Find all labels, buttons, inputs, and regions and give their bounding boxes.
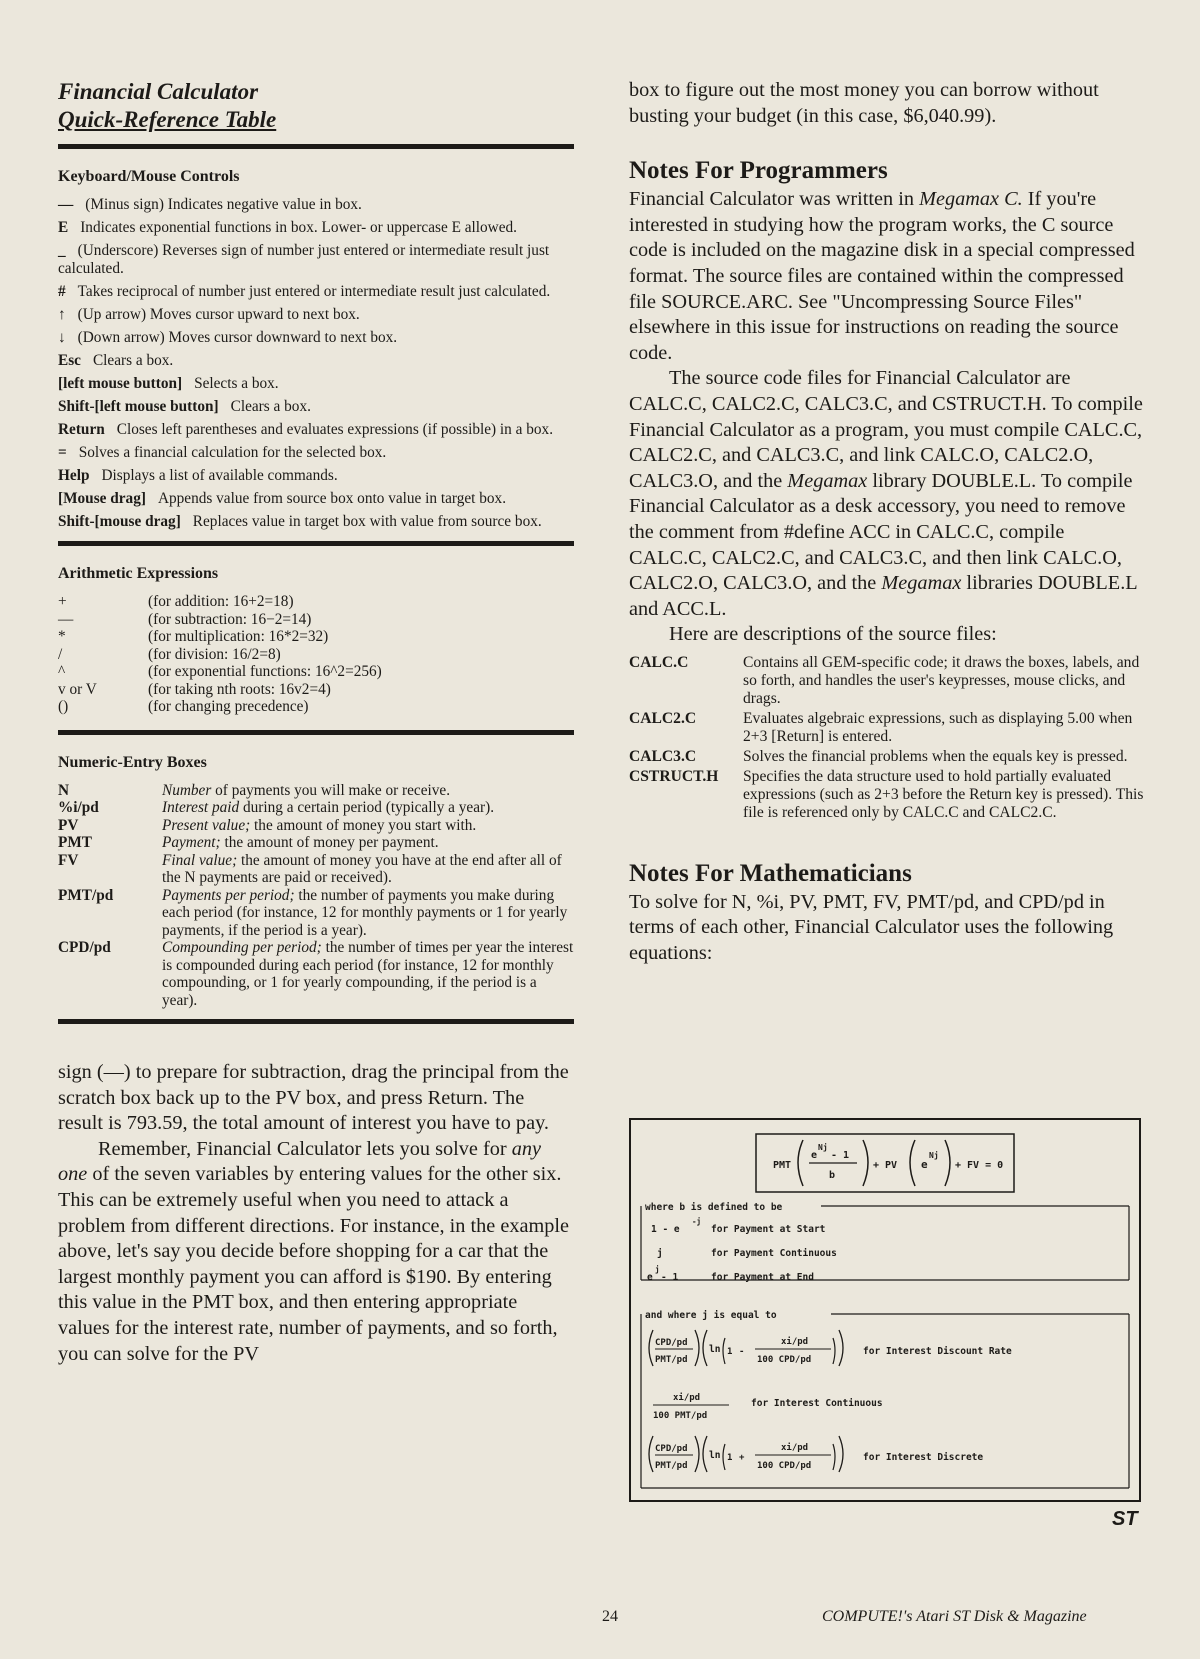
equations-box [629, 1118, 1141, 1502]
kb-list [58, 196, 574, 531]
kb-item [58, 242, 574, 278]
kb-desc: (Up arrow) Moves cursor upward to next box. [77, 306, 360, 323]
kb-key: Return [58, 421, 105, 438]
kb-item [58, 375, 574, 393]
svg-text:for Interest Discount Rate: for Interest Discount Rate [863, 1346, 1012, 1357]
numeric-row [58, 852, 574, 887]
kb-key: ↓ [58, 329, 66, 346]
kb-key: ↑ [58, 306, 66, 323]
programmers-heading: Notes For Programmers [629, 157, 888, 185]
svg-text:CPD/pd: CPD/pd [655, 1338, 688, 1348]
kb-item [58, 467, 574, 485]
svg-text:j: j [655, 1265, 660, 1274]
equations-figure [631, 1120, 1139, 1500]
numeric-row [58, 887, 574, 940]
numeric-row [58, 799, 574, 817]
arith-operator: v or V [58, 680, 97, 698]
numeric-key: %i/pd [58, 799, 99, 816]
kb-desc: Clears a box. [230, 398, 311, 415]
left-body [58, 1060, 574, 1367]
arith-row [58, 646, 382, 664]
arith-desc: (for exponential functions: 16^2=256) [148, 663, 382, 680]
source-file-row [629, 654, 1145, 710]
arith-operator: — [58, 610, 74, 628]
numeric-desc: Present value; the amount of money you start with. [162, 816, 477, 834]
arith-desc: (for addition: 16+2=18) [148, 593, 294, 610]
body-paragraph: Financial Calculator was written in Megamax C. If you're interested in studying how the program works, the C source code is included on the magazine disk in a special compressed format. The source files are contained within the compressed file SOURCE.ARC. See "Uncompressing Source Files" elsewhere in this issue for instructions on reading the source code. [629, 188, 1135, 364]
body-paragraph: Remember, Financial Calculator lets you solve for any one of the seven variables by entering values for the other six. This can be extremely useful when you need to attack a problem from different directions. For instance, in the example above, let's say you decide before shopping for a car that the largest monthly payment you can afford is $190. By entering this value in the PMT box, and then entering appropriate values for the interest rate, number of payments, and so forth, you can solve for the PV [58, 1137, 570, 1365]
eq-e2: e [921, 1158, 928, 1171]
body-paragraph: sign (—) to prepare for subtraction, drag the principal from the scratch box back up to the PV box, and press Return. The result is 793.59, the total amount of interest you have to pay. [58, 1061, 569, 1135]
kb-desc: Clears a box. [92, 352, 174, 369]
kb-item [58, 306, 574, 324]
kb-key: = [58, 444, 67, 461]
right-column [629, 78, 1145, 967]
source-file-desc: Evaluates algebraic expressions, such as displaying 5.00 when 2+3 [Return] is entered. [743, 709, 1133, 745]
kb-item [58, 398, 574, 416]
kb-desc: Selects a box. [194, 375, 279, 392]
paren [945, 1140, 950, 1186]
svg-text:+: + [739, 1453, 745, 1463]
kb-item [58, 329, 574, 347]
kb-item [58, 352, 574, 370]
section-rule [58, 144, 574, 149]
kb-desc: Indicates exponential functions in box. Lower- or uppercase E allowed. [80, 219, 517, 236]
kb-key: # [58, 283, 66, 300]
svg-text:xi/pd: xi/pd [673, 1393, 701, 1403]
numeric-key: FV [58, 851, 79, 869]
kb-desc: Replaces value in target box with value from source box. [192, 513, 542, 530]
arith-row [58, 698, 382, 716]
source-file-name: CSTRUCT.H [629, 767, 719, 785]
svg-text:-: - [739, 1347, 745, 1357]
source-file-name: CALC.C [629, 653, 689, 671]
numeric-key: PV [58, 816, 79, 834]
kb-key: E [58, 219, 69, 236]
source-file-name: CALC2.C [629, 709, 697, 727]
svg-text:for Payment at Start: for Payment at Start [711, 1224, 826, 1235]
arith-operator: () [58, 698, 69, 715]
arith-operator: + [58, 593, 67, 610]
paren [798, 1140, 803, 1186]
numeric-row [58, 782, 574, 800]
numeric-desc: Interest paid during a certain period (typically a year). [162, 799, 495, 816]
eq-pv: + PV [873, 1160, 898, 1171]
footer-text: COMPUTE!'s Atari ST Disk & Magazine [822, 1608, 1087, 1625]
source-file-name: CALC3.C [629, 747, 697, 765]
numeric-key: PMT [58, 834, 92, 851]
page-number: 24 [602, 1608, 618, 1625]
numeric-desc: Payments per period; the number of payments you make during each period (for instance, 12 for monthly payments or 1 for yearly payments, if the period is a year). [162, 886, 568, 939]
svg-text:for Interest Discrete: for Interest Discrete [863, 1452, 984, 1463]
numeric-key: CPD/pd [58, 939, 111, 956]
numeric-heading: Numeric-Entry Boxes [58, 753, 207, 771]
arith-row [58, 663, 382, 681]
kb-desc: (Underscore) Reverses sign of number just entered or intermediate result just calculated. [58, 242, 550, 277]
kb-key: Help [58, 467, 90, 484]
kb-desc: Appends value from source box onto value in target box. [157, 490, 507, 507]
eq-tail: - 1 [831, 1150, 850, 1161]
source-file-row [629, 748, 1145, 768]
numeric-desc: Compounding per period; the number of times per year the interest is compounded during each period (for instance, 12 for monthly compounding, or 1 for yearly compounding, if the period is a year). [162, 939, 574, 1009]
svg-text:j: j [657, 1248, 663, 1259]
svg-text:PMT/pd: PMT/pd [655, 1461, 688, 1471]
kb-key: [Mouse drag] [58, 490, 146, 507]
kb-heading: Keyboard/Mouse Controls [58, 168, 240, 185]
arith-desc: (for division: 16/2=8) [148, 645, 281, 663]
svg-text:1: 1 [727, 1453, 733, 1463]
svg-text:CPD/pd: CPD/pd [655, 1444, 688, 1454]
kb-item [58, 196, 574, 214]
kb-key: [left mouse button] [58, 375, 183, 392]
kb-key: Shift-[left mouse button] [58, 398, 219, 415]
source-file-desc: Contains all GEM-specific code; it draws the boxes, labels, and so forth, and handles the user's keypresses, mouse clicks, and drags. [743, 653, 1140, 707]
kb-item [58, 219, 574, 237]
numeric-desc: Number of payments you will make or receive. [162, 781, 451, 799]
arith-operator: ^ [58, 663, 66, 680]
kb-desc: Closes left parentheses and evaluates expressions (if possible) in a box. [116, 421, 554, 438]
math-section [629, 860, 1145, 967]
numeric-row [58, 939, 574, 1009]
kb-key: — [58, 196, 74, 213]
kb-desc: Solves a financial calculation for the selected box. [78, 444, 387, 461]
svg-text:xi/pd: xi/pd [781, 1337, 809, 1347]
svg-text:for Payment at End: for Payment at End [711, 1272, 814, 1283]
numeric-key: PMT/pd [58, 886, 114, 904]
section-rule [58, 541, 574, 546]
kb-item [58, 283, 574, 301]
numeric-row [58, 817, 574, 835]
numeric-desc: Payment; the amount of money per payment. [162, 834, 439, 851]
eq-e: e [811, 1150, 818, 1161]
numeric-row [58, 834, 574, 852]
arith-table [58, 593, 382, 716]
svg-text:e: e [647, 1272, 653, 1283]
paren [910, 1140, 915, 1186]
eq-pmt: PMT [773, 1160, 792, 1171]
kb-desc: (Down arrow) Moves cursor downward to next box. [77, 329, 398, 346]
source-file-desc: Specifies the data structure used to hold partially evaluated expressions (such as 2+3 before the Return key is pressed). This file is referenced only by CALC.C and CALC2.C. [743, 767, 1144, 821]
source-file-row [629, 710, 1145, 748]
svg-text:1: 1 [727, 1347, 733, 1357]
arith-desc: (for subtraction: 16−2=14) [148, 610, 312, 628]
arith-desc: (for multiplication: 16*2=32) [148, 628, 329, 645]
eq-b: b [829, 1170, 836, 1181]
arith-row [58, 611, 382, 629]
body-paragraph: Here are descriptions of the source files: [669, 623, 997, 646]
kb-desc: (Minus sign) Indicates negative value in box. [85, 196, 362, 213]
right-body [629, 78, 1145, 648]
body-paragraph: To solve for N, %i, PV, PMT, FV, PMT/pd, and CPD/pd in terms of each other, Financial Calculator uses the following equations: [629, 890, 1114, 965]
source-file-desc: Solves the financial problems when the equals key is pressed. [743, 747, 1128, 765]
svg-text:-j: -j [692, 1217, 702, 1226]
svg-text:PMT/pd: PMT/pd [655, 1355, 688, 1365]
numeric-key: N [58, 781, 70, 799]
st-logo: ST [1112, 1508, 1138, 1530]
arith-operator: / [58, 645, 63, 663]
kb-item [58, 513, 574, 531]
numeric-table [58, 782, 574, 1010]
eq-tail2: + FV = 0 [955, 1160, 1004, 1171]
arith-heading: Arithmetic Expressions [58, 565, 219, 582]
paren [863, 1140, 868, 1186]
numeric-desc: Final value; the amount of money you have at the end after all of the N payments are paid or received). [162, 851, 562, 886]
section-rule [58, 1019, 574, 1024]
where-j-label: and where j is equal to [645, 1310, 777, 1321]
svg-text:100 CPD/pd: 100 CPD/pd [757, 1461, 812, 1471]
svg-text:for Payment Continuous: for Payment Continuous [711, 1248, 837, 1259]
kb-item [58, 421, 574, 439]
body-paragraph: box to figure out the most money you can borrow without busting your budget (in this case, $6,040.99). [629, 79, 1099, 127]
kb-item [58, 444, 574, 462]
svg-text:ln: ln [709, 1344, 721, 1355]
reference-title: Financial Calculator Quick-Reference Table [58, 79, 277, 132]
svg-text:xi/pd: xi/pd [781, 1443, 809, 1453]
svg-text:ln: ln [709, 1450, 721, 1461]
eq-sup2: Nj [929, 1151, 939, 1160]
svg-text:100 CPD/pd: 100 CPD/pd [757, 1355, 812, 1365]
svg-text:- 1: - 1 [661, 1272, 679, 1283]
where-b-label: where b is defined to be [645, 1202, 783, 1213]
section-rule [58, 730, 574, 735]
source-files-table [629, 654, 1145, 824]
kb-key: Esc [58, 352, 81, 369]
kb-key: _ [58, 242, 66, 259]
arith-operator: * [58, 628, 66, 645]
eq-sup: Nj [818, 1143, 828, 1152]
arith-row [58, 593, 382, 611]
arith-row [58, 628, 382, 646]
kb-key: Shift-[mouse drag] [58, 513, 181, 530]
arith-desc: (for changing precedence) [148, 698, 309, 715]
svg-text:100 PMT/pd: 100 PMT/pd [653, 1411, 708, 1421]
arith-row [58, 681, 382, 699]
source-file-row [629, 768, 1145, 824]
kb-desc: Displays a list of available commands. [101, 467, 338, 484]
kb-desc: Takes reciprocal of number just entered or intermediate result just calculated. [77, 283, 551, 300]
svg-text:1 - e: 1 - e [651, 1224, 680, 1235]
mathematicians-heading: Notes For Mathematicians [629, 859, 912, 887]
left-column [58, 78, 574, 1367]
arith-desc: (for taking nth roots: 16v2=4) [148, 680, 331, 698]
kb-item [58, 490, 574, 508]
svg-text:for Interest Continuous: for Interest Continuous [751, 1398, 883, 1409]
body-paragraph: The source code files for Financial Calculator are CALC.C, CALC2.C, CALC3.C, and CSTRUCT.H. To compile Financial Calculator as a program, you must compile CALC.C, CALC2.C, and CALC3.C, and link CALC.O, CALC2.O, CALC3.O, and the Megamax library DOUBLE.L. To compile Financial Calculator as a desk accessory, you need to remove the comment from #define ACC in CALC.C, compile CALC.C, CALC2.C, and CALC3.C, and then link CALC.O, CALC2.O, CALC3.O, and the Megamax libraries DOUBLE.L and ACC.L. [629, 367, 1143, 620]
